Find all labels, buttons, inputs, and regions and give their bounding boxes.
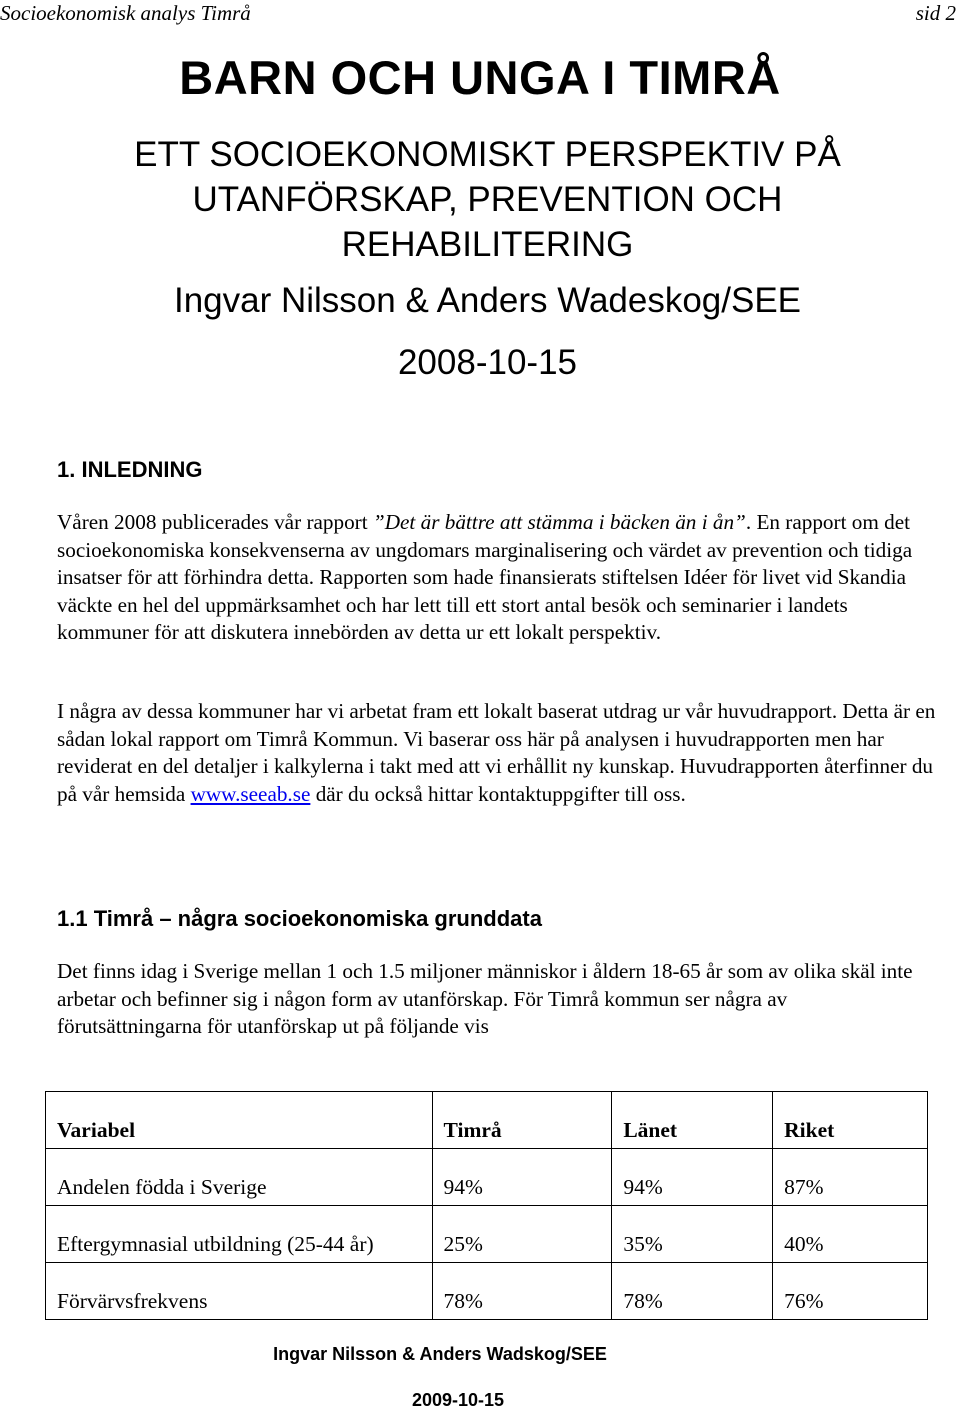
running-header-title: Socioekonomisk analys Timrå (0, 1, 251, 25)
column-header: Riket (773, 1092, 928, 1149)
socioeconomic-data-table (45, 1091, 928, 1320)
table-cell: Förvärvsfrekvens (46, 1263, 433, 1320)
table-cell: 94% (432, 1149, 612, 1206)
document-title: BARN OCH UNGA I TIMRÅ (179, 51, 781, 104)
column-header: Länet (612, 1092, 773, 1149)
table-cell: 78% (432, 1263, 612, 1320)
footer-date: 2009-10-15 (411, 1390, 505, 1410)
table-header-row (46, 1092, 928, 1149)
subtitle-line: ETT SOCIOEKONOMISKT PERSPEKTIV PÅ (134, 135, 841, 174)
table-cell: Andelen födda i Sverige (46, 1149, 433, 1206)
table-cell: 40% (773, 1206, 928, 1263)
footer-authors: Ingvar Nilsson & Anders Wadskog/SEE (273, 1344, 607, 1364)
table-cell: 78% (612, 1263, 773, 1320)
subtitle-line: UTANFÖRSKAP, PREVENTION OCH (192, 180, 783, 219)
table-cell: Eftergymnasial utbildning (25-44 år) (46, 1206, 433, 1263)
column-header: Variabel (46, 1092, 433, 1149)
text-run: där du också hittar kontaktuppgifter till oss. (310, 781, 686, 806)
page-number: sid 2 (915, 1, 956, 25)
website-link[interactable]: www.seeab.se (190, 781, 311, 806)
table-row (46, 1149, 928, 1206)
intro-paragraph-1 (57, 509, 937, 647)
document-date: 2008-10-15 (397, 343, 578, 382)
table-cell: 94% (612, 1149, 773, 1206)
table-cell: 76% (773, 1263, 928, 1320)
subtitle-line: REHABILITERING (341, 225, 634, 264)
document-authors: Ingvar Nilsson & Anders Wadeskog/SEE (173, 281, 802, 320)
table-cell: 35% (612, 1206, 773, 1263)
table-row (46, 1206, 928, 1263)
text-run: I några av dessa kommuner har vi arbetat fram ett lokalt baserat utdrag ur vår huvudrapport. Detta är en sådan lokal rapport om Timrå Kommun. Vi baserar oss här på analysen i huvudrapporten men har reviderat en del detaljer i kalkylerna i takt med att vi erhållit ny kunskap. Huvudrapporten återfinner du på vår hemsida (57, 699, 936, 806)
text-run: . En rapport om det socioekonomiska konsekvenserna av ungdomars marginalisering och värdet av prevention och tidiga insatser för att förhindra detta. Rapporten som hade finansierats stiftelsen Idéer för livet vid Skandia väckte en hel del uppmärksamhet och har lett till ett stort antal besök och seminarier i landets kommuner för att diskutera innebörden av detta ur ett lokalt perspektiv. (57, 510, 913, 644)
text-run: Våren 2008 publicerades vår rapport (57, 510, 373, 534)
document-subtitle (0, 132, 960, 267)
table-cell: 25% (432, 1206, 612, 1263)
intro-paragraph-2 (57, 698, 937, 808)
table-row (46, 1263, 928, 1320)
grunddata-paragraph: Det finns idag i Sverige mellan 1 och 1.5 miljoner människor i åldern 18-65 år som av olika skäl inte arbetar och befinner sig i någon form av utanförskap. För Timrå kommun ser några av förutsättningarna för utanförskap ut på följande vis (57, 959, 913, 1038)
report-title-italic: ”Det är bättre att stämma i bäcken än i ån” (372, 510, 746, 534)
table-cell: 87% (773, 1149, 928, 1206)
column-header: Timrå (432, 1092, 612, 1149)
section-heading-inledning: 1. INLEDNING (57, 457, 203, 482)
section-heading-grunddata: 1.1 Timrå – några socioekonomiska grunddata (57, 906, 542, 931)
